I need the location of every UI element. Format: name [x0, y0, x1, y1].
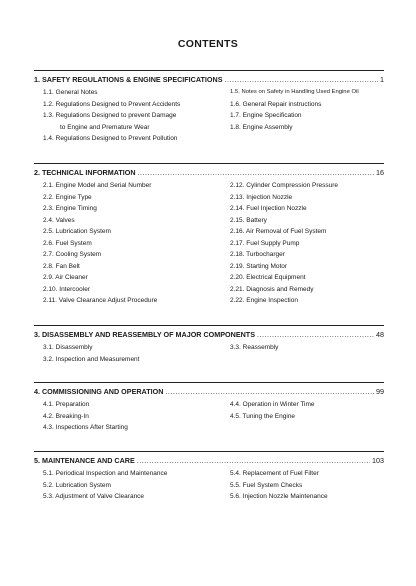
toc-item[interactable]: 5.2. Lubrication System	[43, 481, 111, 489]
toc-item[interactable]: 1.1. General Notes	[43, 89, 98, 96]
toc-item[interactable]: 1.4. Regulations Designed to Prevent Pollution	[43, 135, 178, 142]
toc-section-heading[interactable]	[34, 70, 384, 85]
toc-item[interactable]: 4.1. Preparation	[43, 401, 90, 408]
toc-section-heading[interactable]	[34, 325, 384, 340]
toc-item[interactable]: 2.14. Fuel Injection Nozzle	[230, 205, 307, 212]
toc-item[interactable]: 2.11. Valve Clearance Adjust Procedure	[43, 297, 158, 304]
toc-section-1	[34, 70, 384, 142]
toc-item[interactable]: 2.21. Diagnosis and Remedy	[230, 285, 314, 293]
toc-item[interactable]: 1.2. Regulations Designed to Prevent Accidents	[43, 100, 181, 108]
toc-section-4	[34, 382, 384, 431]
toc-item[interactable]: 4.2. Breaking-In	[43, 412, 89, 420]
toc-item[interactable]: 2.15. Battery	[230, 216, 267, 224]
toc-section-heading[interactable]	[34, 382, 384, 397]
toc-item[interactable]: 1.7. Engine Specification	[230, 112, 302, 119]
toc-section-3	[34, 325, 384, 363]
section-title: 2. TECHNICAL INFORMATION	[34, 168, 136, 177]
toc-item[interactable]: 5.3. Adjustment of Valve Clearance	[43, 493, 145, 500]
toc-section-heading[interactable]	[34, 451, 384, 466]
toc-item[interactable]: 2.8. Fan Belt	[43, 262, 80, 270]
toc-item[interactable]: 2.7. Cooling System	[43, 251, 102, 258]
toc-item[interactable]: 2.22. Engine Inspection	[230, 297, 298, 304]
toc-item[interactable]: 2.12. Cylinder Compression Pressure	[230, 182, 339, 189]
toc-item[interactable]: 1.6. General Repair instructions	[230, 100, 322, 108]
toc-item[interactable]: 4.4. Operation in Winter Time	[230, 401, 315, 408]
toc-item[interactable]: 5.1. Periodical Inspection and Maintenance	[43, 470, 168, 477]
toc-item-continuation[interactable]: to Engine and Premature Wear	[60, 123, 150, 131]
toc-item[interactable]: 2.10. Intercooler	[43, 285, 90, 293]
toc-item[interactable]: 2.9. Air Cleaner	[43, 274, 88, 281]
section-page-number: 99	[376, 387, 384, 396]
section-page-number: 103	[372, 456, 384, 465]
toc-item[interactable]: 2.3. Engine Timing	[43, 205, 97, 212]
toc-item[interactable]: 1.8. Engine Assembly	[230, 123, 293, 131]
toc-item[interactable]: 4.5. Tuning the Engine	[230, 412, 296, 420]
toc-section-2	[34, 163, 384, 304]
dot-leader	[165, 387, 374, 396]
toc-section-heading[interactable]	[34, 163, 384, 178]
section-page-number: 48	[376, 330, 384, 339]
toc-item[interactable]: 3.3. Reassembly	[230, 344, 279, 351]
toc-item[interactable]: 5.6. Injection Nozzle Maintenance	[230, 493, 328, 500]
section-page-number: 1	[380, 75, 384, 84]
toc-item[interactable]: 3.2. Inspection and Measurement	[43, 355, 140, 363]
toc-item[interactable]: 2.4. Valves	[43, 216, 75, 224]
section-title: 5. MAINTENANCE AND CARE	[34, 456, 135, 465]
toc-item[interactable]: 2.5. Lubrication System	[43, 228, 111, 235]
toc-item[interactable]: 2.2. Engine Type	[43, 193, 92, 201]
toc-item[interactable]: 2.19. Starting Motor	[230, 262, 288, 270]
toc-item[interactable]: 3.1. Disassembly	[43, 344, 93, 351]
toc-item[interactable]: 2.1. Engine Model and Serial Number	[43, 182, 152, 189]
toc-item[interactable]: 1.3. Regulations Designed to prevent Damage	[43, 112, 177, 119]
dot-leader	[257, 330, 374, 339]
toc-item[interactable]: 2.17. Fuel Supply Pump	[230, 239, 300, 247]
toc-item[interactable]: 2.13. Injection Nozzle	[230, 193, 293, 201]
section-page-number: 16	[376, 168, 384, 177]
section-title: 3. DISASSEMBLY AND REASSEMBLY OF MAJOR COMPONENTS	[34, 330, 255, 339]
toc-item[interactable]: 2.6. Fuel System	[43, 239, 92, 247]
dot-leader	[137, 456, 370, 465]
dot-leader	[138, 168, 374, 177]
dot-leader	[225, 75, 379, 84]
toc-section-5	[34, 451, 384, 500]
toc-item[interactable]: 4.3. Inspections After Starting	[43, 424, 128, 431]
section-title: 4. COMMISSIONING AND OPERATION	[34, 387, 164, 396]
toc-item[interactable]: 2.20. Electrical Equipment	[230, 274, 306, 281]
toc-item[interactable]: 2.18. Turbocharger	[230, 251, 285, 258]
toc-item[interactable]: 2.16. Air Removal of Fuel System	[230, 228, 327, 235]
page-title: CONTENTS	[177, 38, 239, 50]
section-title: 1. SAFETY REGULATIONS & ENGINE SPECIFICATIONS	[34, 75, 223, 84]
toc-item[interactable]: 5.4. Replacement of Fuel Filter	[230, 470, 319, 477]
toc-item[interactable]: 5.5. Fuel System Checks	[230, 481, 303, 489]
toc-item[interactable]: 1.5. Notes on Safety in Handling Used Engine Oil	[230, 89, 359, 95]
